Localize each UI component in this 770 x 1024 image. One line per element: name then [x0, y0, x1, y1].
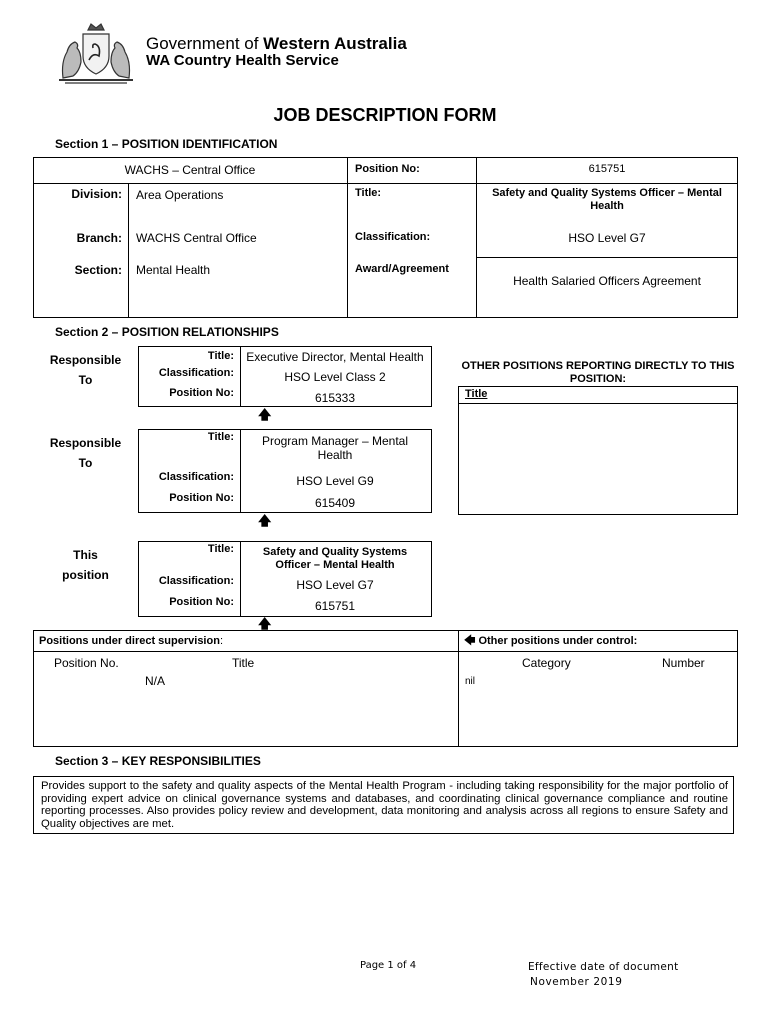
rel1-class-label: Classification:	[158, 367, 234, 379]
section2-heading: Section 2 – POSITION RELATIONSHIPS	[55, 325, 279, 339]
rel3-title-label: Title:	[207, 543, 234, 555]
title-label: Title:	[355, 187, 382, 199]
effective-date-label: Effective date of document	[528, 961, 679, 973]
rel3-pos-value: 615751	[314, 599, 356, 613]
position-no-label: Position No:	[355, 163, 420, 175]
rel2-class-label: Classification:	[158, 471, 234, 483]
rel3-pos-label: Position No:	[169, 596, 234, 608]
col-position-no: Position No.	[54, 656, 119, 670]
supervision-label-text: Positions under direct supervision	[39, 635, 220, 647]
rel2-title-value: Program Manager – Mental Health	[261, 434, 409, 462]
section-value: Mental Health	[136, 263, 211, 277]
control-value: nil	[465, 676, 476, 687]
other-positions-title-col: Title	[465, 388, 488, 400]
col-number: Number	[662, 656, 705, 670]
office-value: WACHS – Central Office	[124, 163, 256, 177]
arrow-up-icon: 🡅	[258, 513, 272, 528]
section1-heading: Section 1 – POSITION IDENTIFICATION	[55, 137, 278, 151]
relationship-left-2-line1: Responsible	[49, 436, 122, 450]
rel3-class-label: Classification:	[158, 575, 234, 587]
rel1-class-value: HSO Level Class 2	[284, 370, 386, 384]
rel2-class-value: HSO Level G9	[296, 474, 374, 488]
other-positions-table	[458, 386, 738, 515]
branch-label: Branch:	[76, 231, 122, 245]
supervision-value: N/A	[145, 674, 166, 688]
position-no-value: 615751	[588, 163, 626, 175]
division-label: Division:	[71, 187, 122, 201]
government-title	[146, 34, 407, 54]
supervision-label	[39, 635, 223, 648]
arrow-up-icon: 🡅	[258, 407, 272, 422]
classification-label: Classification:	[355, 231, 431, 243]
relationship-left-1	[33, 350, 138, 390]
rel1-pos-label: Position No:	[169, 387, 234, 399]
arrow-left-icon: 🡄	[464, 635, 476, 647]
branch-value: WACHS Central Office	[136, 231, 257, 245]
title-value: Safety and Quality Systems Officer – Mental Health	[492, 187, 722, 212]
rel2-pos-value: 615409	[314, 496, 356, 510]
control-label-text: Other positions under control:	[478, 635, 638, 647]
relationship-left-3-line2: position	[62, 568, 109, 582]
relationship-left-1-line1: Responsible	[49, 353, 122, 367]
service-name: WA Country Health Service	[146, 52, 339, 69]
section-label: Section:	[74, 263, 122, 277]
rel2-pos-label: Position No:	[169, 492, 234, 504]
supervision-label-colon: :	[219, 635, 223, 647]
award-value: Health Salaried Officers Agreement	[513, 274, 701, 288]
award-label: Award/Agreement	[355, 263, 449, 275]
classification-value: HSO Level G7	[568, 231, 646, 245]
relationship-left-2-line2: To	[78, 456, 93, 470]
division-value: Area Operations	[136, 188, 224, 202]
col-category: Category	[522, 656, 571, 670]
relationship-left-2	[33, 433, 138, 473]
relationship-left-1-line2: To	[78, 373, 93, 387]
page-title: JOB DESCRIPTION FORM	[273, 105, 497, 125]
wa-crest-logo	[55, 22, 137, 86]
government-prefix: Government of	[146, 34, 264, 53]
page-number: Page 1 of 4	[360, 960, 417, 971]
arrow-up-icon: 🡅	[258, 616, 272, 631]
control-label	[464, 635, 637, 648]
relationship-left-3-line1: This	[73, 548, 98, 562]
col-title: Title	[232, 656, 255, 670]
rel1-title-label: Title:	[207, 350, 234, 362]
key-responsibilities-text: Provides support to the safety and quality aspects of the Mental Health Program - including taking responsibility for the major portfolio of providing expert advice on clinical governance systems and databases, and coordinating clinical governance compliance and routine reporting processes. Also provides policy review and development, data monitoring and analysis across all regions to ensure Safety and Quality objectives are met.	[41, 780, 728, 830]
rel1-title-value: Executive Director, Mental Health	[246, 350, 424, 364]
relationship-left-3	[33, 545, 138, 585]
other-positions-heading: OTHER POSITIONS REPORTING DIRECTLY TO THIS POSITION:	[461, 360, 735, 385]
rel1-pos-value: 615333	[314, 391, 356, 405]
rel3-class-value: HSO Level G7	[296, 578, 374, 592]
section3-heading: Section 3 – KEY RESPONSIBILITIES	[55, 754, 261, 768]
effective-date-value: November 2019	[530, 976, 623, 988]
government-state: Western Australia	[263, 34, 407, 53]
rel2-title-label: Title:	[207, 431, 234, 443]
rel3-title-value: Safety and Quality Systems Officer – Mental Health	[262, 546, 408, 571]
